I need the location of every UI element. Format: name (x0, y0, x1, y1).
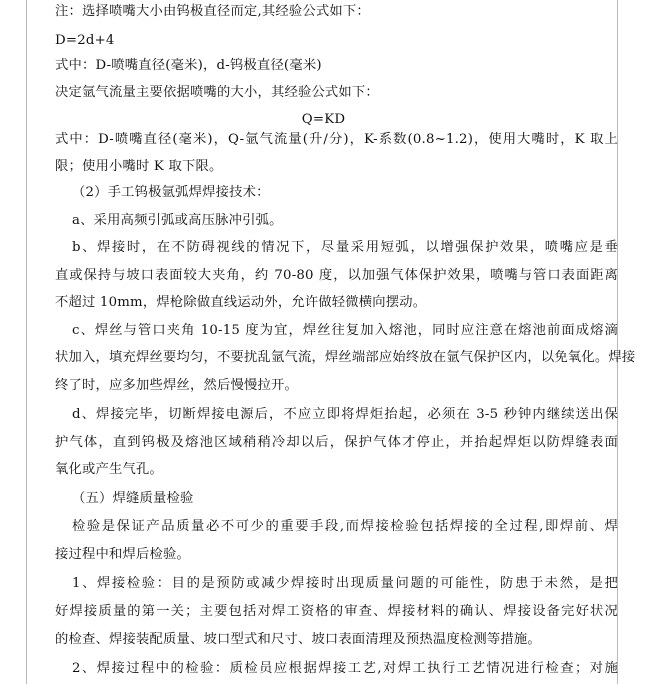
item-c-line-3: 终了时，应多加些焊丝，然后慢慢拉开。 (55, 378, 298, 393)
section-heading-weld-quality-inspection: （五）焊缝质量检验 (72, 491, 194, 506)
item-d-line-1: d、焊接完毕，切断焊接电源后，不应立即将焊炬抬起，必须在 3-5 秒钟内继续送出保 (72, 407, 618, 422)
pre-weld-inspection-line-1: 1、焊接检验：目的是预防或减少焊接时出现质量问题的可能性，防患于未然，是把 (72, 576, 618, 591)
section-heading-tig-technique: （2）手工钨极氩弧焊焊接技术： (72, 185, 270, 200)
pre-weld-inspection-line-3: 的检查、焊接装配质量、坡口型式和尺寸、坡口表面清理及预热温度检测等措施。 (55, 632, 541, 647)
pre-weld-inspection-line-2: 好焊接质量的第一关；主要包括对焊工资格的审查、焊接材料的确认、焊接设备完好状况 (55, 604, 618, 619)
note-nozzle-selection: 注：选择喷嘴大小由钨极直径而定,其经验公式如下： (55, 4, 370, 19)
item-c-line-1: c、焊丝与管口夹角 10-15 度为宜，焊丝往复加入熔池，同时应注意在熔池前面成熔滴 (72, 323, 618, 338)
item-d-line-3: 氧化或产生气孔。 (55, 462, 163, 477)
formula-legend-1: 式中：D-喷嘴直径(毫米)，d-钨极直径(毫米) (55, 58, 322, 73)
item-c-line-2: 状加入，填充焊丝要均匀，不要扰乱氩气流，焊丝端部应始终放在氩气保护区内，以免氧化。焊接 (55, 350, 636, 365)
inspection-intro-line-1: 检验是保证产品质量必不可少的重要手段,而焊接检验包括焊接的全过程,即焊前、焊 (72, 519, 618, 534)
item-b-line-2: 直或保持与坡口表面较大夹角，约 70-80 度，以加强气体保护效果，喷嘴与管口表面距离 (55, 268, 618, 283)
inspection-intro-line-2: 接过程中和焊后检验。 (55, 547, 190, 562)
formula-legend-2-line-1: 式中：D-喷嘴直径(毫米)，Q-氩气流量(升/分)，K-系数(0.8~1.2)，使用大嘴时，K 取上 (55, 132, 618, 147)
item-b-line-1: b、焊接时，在不防碍视线的情况下，尽量采用短弧，以增强保护效果，喷嘴应是垂 (72, 240, 618, 255)
formula-legend-2-line-2: 限；使用小嘴时 K 取下限。 (55, 159, 223, 174)
item-d-line-2: 护气体，直到钨极及熔池区域稍稍冷却以后，保护气体才停止，并抬起焊炬以防焊缝表面 (55, 435, 618, 450)
in-process-inspection-line-1: 2、焊接过程中的检验：质检员应根据焊接工艺,对焊工执行工艺情况进行检查；对施 (72, 661, 618, 676)
argon-flow-intro: 决定氩气流量主要依据喷嘴的大小，其经验公式如下： (55, 85, 379, 100)
item-b-line-3: 不超过 10mm，焊枪除做直线运动外，允许做轻微横向摆动。 (55, 295, 427, 310)
item-a: a、采用高频引弧或高压脉冲引弧。 (72, 213, 283, 228)
formula-argon-flow: Q=KD (301, 112, 346, 127)
formula-nozzle-diameter: D=2d+4 (55, 33, 115, 48)
